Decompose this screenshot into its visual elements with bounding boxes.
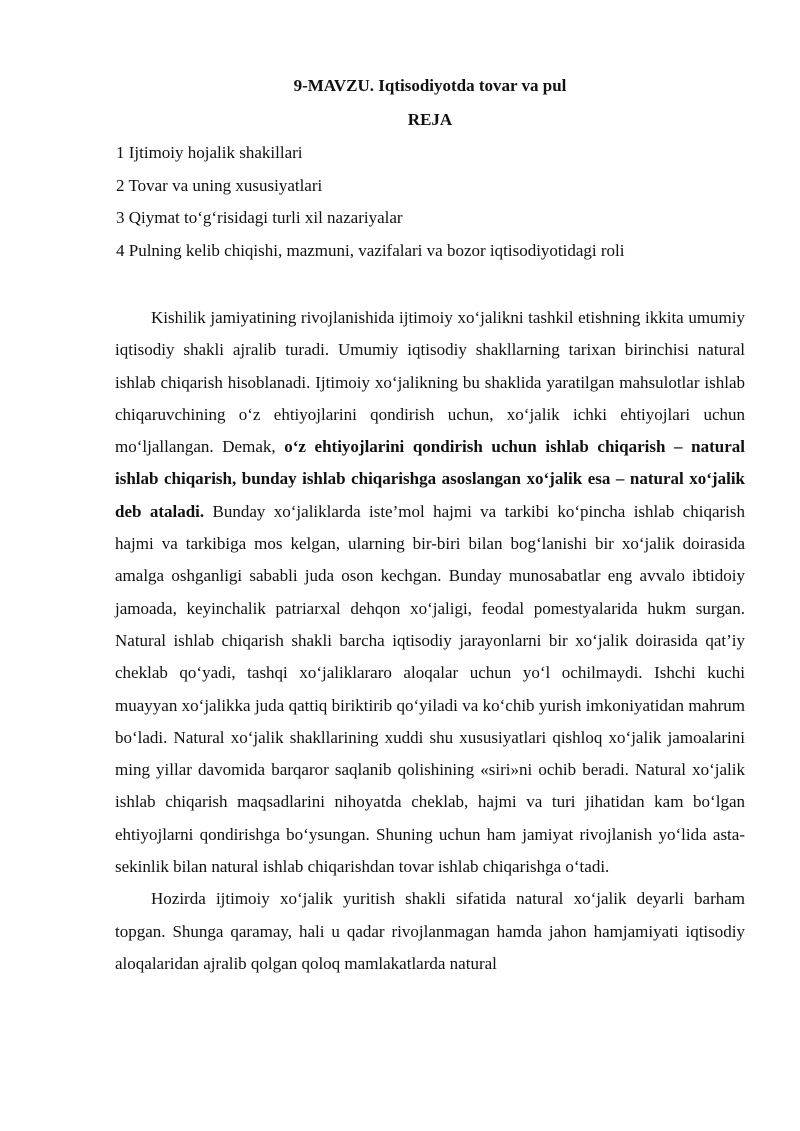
document-body [115,302,745,980]
plan-list [116,142,625,272]
definition-bold-text: o‘z ehtiyojlarini qondirish uchun ishlab chiqarish – natural ishlab chiqarish, bunday ishlab chiqarishga asoslangan xo‘jalik esa – natural xo‘jalik deb ataladi. [115,437,745,521]
document-title: 9-MAVZU. Iqtisodiyotda tovar va pul [293,76,567,95]
plan-item-1: 1 Ijtimoiy hojalik shakillari [116,143,303,162]
paragraph-1 [115,302,745,883]
plan-item-4: 4 Pulning kelib chiqishi, mazmuni, vazifalari va bozor iqtisodiyotidagi roli [116,240,625,260]
paragraph-1-intro: Kishilik jamiyatining rivojlanishida ijtimoiy xo‘jalikni tashkil etishning ikkita umumiy iqtisodiy shakli ajralib turadi. Umumiy iqtisodiy shakllarning tarixan birinchisi natural ishlab chiqarish hisoblanadi. Ijtimoiy xo‘jalikning bu shaklida yaratilgan mahsulotlar ishlab chiqaruvchining o‘z ehtiyojlarini qondirish uchun, xo‘jalik ichki ehtiyojlari uchun mo‘ljallangan. Demak, [115,308,745,457]
plan-item-2: 2 Tovar va uning xususiyatlari [116,175,323,195]
paragraph-1-rest: Bunday xo‘jaliklarda iste’mol hajmi va tarkibi ko‘pincha ishlab chiqarish hajmi va tarkibiga mos kelgan, ularning bir-biri bilan bog‘lanishi bir xo‘jalik doirasida amalga oshganligi sababli juda oson kechgan. Bunday munosabatlar eng avvalo ibtidoiy jamoada, keyinchalik patriarxal dehqon xo‘jaligi, feodal pomestyalarida hukm surgan. Natural ishlab chiqarish shakli barcha iqtisodiy jarayonlarni bir xo‘jalik doirasida qat’iy cheklab qo‘yadi, tashqi xo‘jaliklararo aloqalar uchun yo‘l ochilmaydi. Ishchi kuchi muayyan xo‘jalikka juda qattiq biriktirib qo‘yiladi va ko‘chib yurish imkoniyatidan mahrum bo‘ladi. Natural xo‘jalik shakllarining xuddi shu xususiyatlari qishloq xo‘jalik jamoalarini ming yillar davomida barqaror saqlanib qolishining «siri»ni ochib beradi. Natural xo‘jalik ishlab chiqarish maqsadlarini nihoyatda cheklab, hajmi va turi jihatidan kam bo‘lgan ehtiyojlarni qondirishga bo‘ysungan. Shuning uchun ham jamiyat rivojlanish yo‘lida asta-sekinlik bilan natural ishlab chiqarishdan tovar ishlab chiqarishga o‘tadi. [115,501,745,877]
plan-item-3: 3 Qiymat to‘g‘risidagi turli xil nazariyalar [116,208,403,227]
plan-heading: REJA [407,110,453,129]
paragraph-2: Hozirda ijtimoiy xo‘jalik yuritish shakli sifatida natural xo‘jalik deyarli barham topgan. Shunga qaramay, hali u qadar rivojlanmagan hamda jahon hamjamiyati iqtisodiy aloqalaridan ajralib qolgan qoloq mamlakatlarda natural [115,889,745,973]
